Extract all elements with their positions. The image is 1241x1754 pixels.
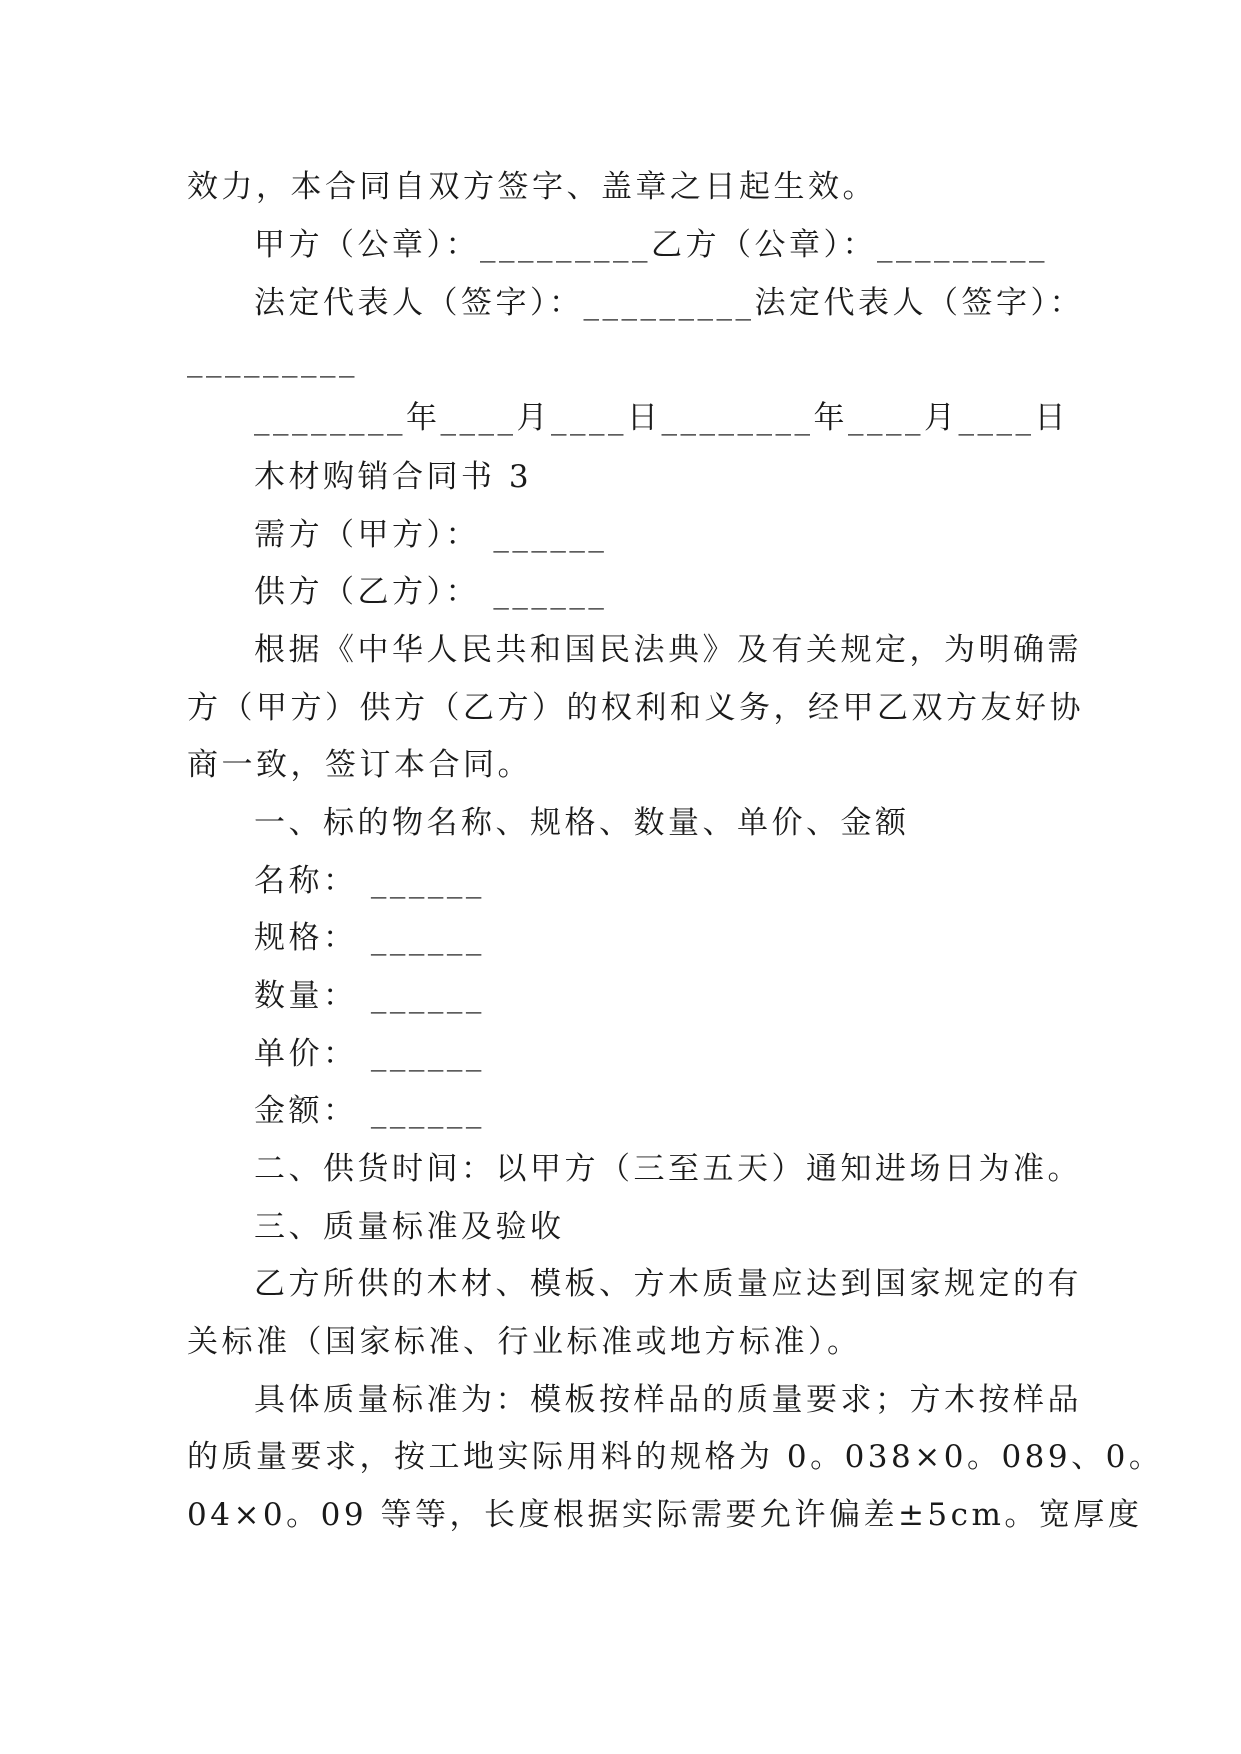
buyer-line: 需方（甲方）： ______ xyxy=(254,517,608,553)
document-title: 木材购销合同书 3 xyxy=(254,459,533,495)
paragraph-line: 商一致，签订本合同。 xyxy=(187,747,532,783)
paragraph-line: 根据《中华人民共和国民法典》及有关规定，为明确需 xyxy=(254,632,1082,668)
field-name: 名称： ______ xyxy=(254,863,485,899)
section-heading: 一、标的物名称、规格、数量、单价、金额 xyxy=(254,805,910,841)
field-spec: 规格： ______ xyxy=(254,920,485,956)
paragraph-line: 的质量要求，按工地实际用料的规格为 0。038×0。089、0。 xyxy=(187,1439,1164,1475)
paragraph-line: 关标准（国家标准、行业标准或地方标准）。 xyxy=(187,1324,862,1360)
paragraph-line: 乙方所供的木材、模板、方木质量应达到国家规定的有 xyxy=(254,1266,1082,1302)
date-line: ________年____月____日________年____月____日 xyxy=(254,400,1069,436)
section-heading: 二、供货时间：以甲方（三至五天）通知进场日为准。 xyxy=(254,1151,1082,1187)
field-amount: 金额： ______ xyxy=(254,1093,485,1129)
paragraph-line: 具体质量标准为：模板按样品的质量要求；方木按样品 xyxy=(254,1382,1082,1418)
signature-line-representative: 法定代表人（签字）：_________法定代表人（签字）： xyxy=(254,285,1084,321)
paragraph-line: 方（甲方）供方（乙方）的权利和义务，经甲乙双方友好协 xyxy=(187,690,1084,726)
paragraph-line: 04×0。09 等等，长度根据实际需要允许偏差±5cm。宽厚度 xyxy=(187,1497,1143,1533)
signature-blank: _________ xyxy=(187,342,358,378)
paragraph-line: 效力，本合同自双方签字、盖章之日起生效。 xyxy=(187,169,877,205)
field-quantity: 数量： ______ xyxy=(254,978,485,1014)
section-heading: 三、质量标准及验收 xyxy=(254,1209,565,1245)
field-unit-price: 单价： ______ xyxy=(254,1036,485,1072)
signature-line-seal: 甲方（公章）：_________乙方（公章）：_________ xyxy=(254,227,1048,263)
supplier-line: 供方（乙方）： ______ xyxy=(254,574,608,610)
